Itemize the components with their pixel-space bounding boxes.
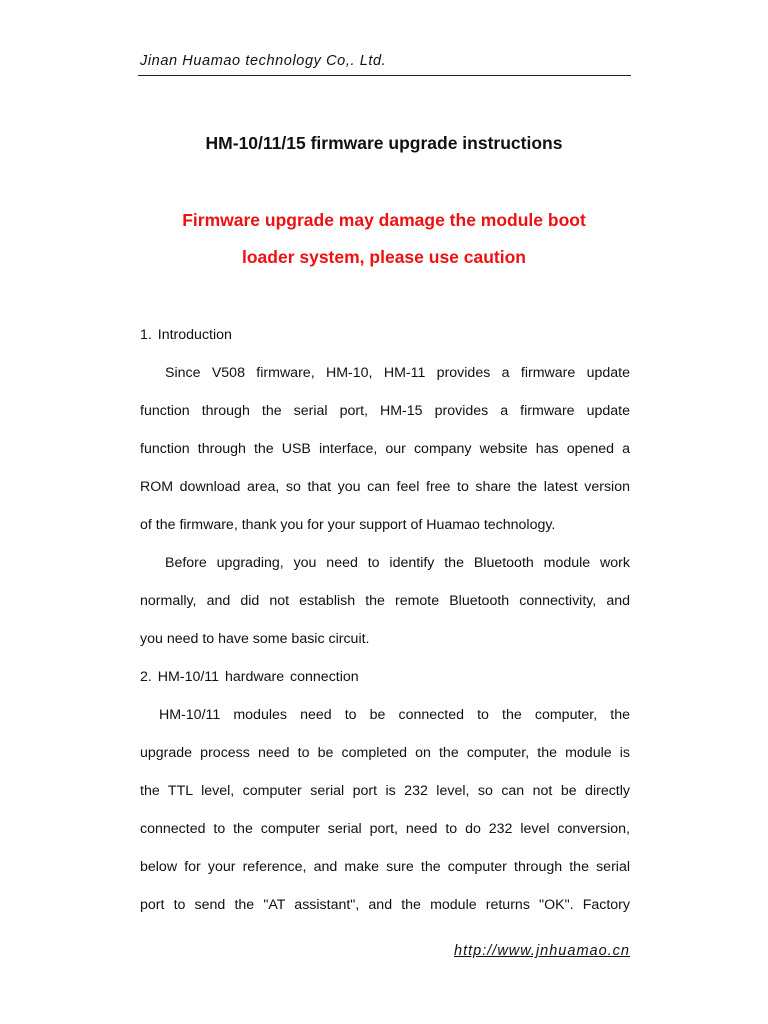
paragraph-line: the TTL level, computer serial port is 232 level, so can not be directly bbox=[140, 783, 630, 799]
website-link[interactable]: http://www.jnhuamao.cn bbox=[454, 943, 630, 959]
document-title: HM-10/11/15 firmware upgrade instructions bbox=[205, 133, 563, 153]
paragraph-line: HM-10/11 modules need to be connected to the computer, the bbox=[159, 707, 630, 723]
paragraph-line: below for your reference, and make sure the computer through the serial bbox=[140, 859, 630, 875]
paragraph-line: Since V508 firmware, HM-10, HM-11 provides a firmware update bbox=[165, 365, 630, 381]
company-header: Jinan Huamao technology Co,. Ltd. bbox=[140, 53, 387, 69]
paragraph-line: normally, and did not establish the remote Bluetooth connectivity, and bbox=[140, 593, 630, 609]
paragraph-line: you need to have some basic circuit. bbox=[140, 631, 370, 647]
warning-line-2: loader system, please use caution bbox=[241, 247, 526, 267]
paragraph-line: port to send the "AT assistant", and the module returns "OK". Factory bbox=[140, 897, 630, 913]
paragraph-line: Before upgrading, you need to identify the Bluetooth module work bbox=[165, 555, 630, 571]
paragraph-line: of the firmware, thank you for your support of Huamao technology. bbox=[140, 517, 556, 533]
header-divider bbox=[138, 75, 631, 76]
section-heading-hardware-connection: 2. HM-10/11 hardware connection bbox=[140, 669, 359, 685]
warning-line-1: Firmware upgrade may damage the module boot bbox=[182, 210, 586, 230]
paragraph-line: ROM download area, so that you can feel free to share the latest version bbox=[140, 479, 630, 495]
paragraph-line: function through the USB interface, our company website has opened a bbox=[140, 441, 630, 457]
paragraph-line: function through the serial port, HM-15 provides a firmware update bbox=[140, 403, 630, 419]
paragraph-line: upgrade process need to be completed on the computer, the module is bbox=[140, 745, 630, 761]
paragraph-line: connected to the computer serial port, need to do 232 level conversion, bbox=[140, 821, 630, 837]
section-heading-introduction: 1. Introduction bbox=[140, 327, 232, 343]
